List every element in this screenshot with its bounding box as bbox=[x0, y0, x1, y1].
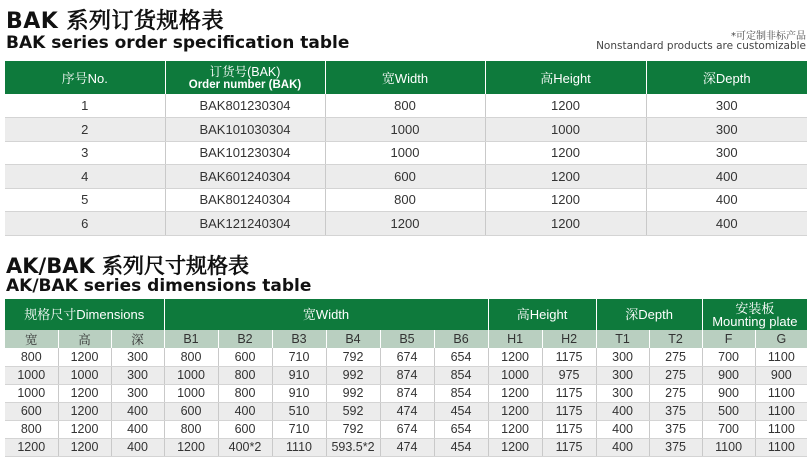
table-row bbox=[5, 188, 807, 212]
table-cell: BAK121240304 bbox=[165, 212, 325, 236]
table-cell: 1000 bbox=[58, 366, 111, 384]
group-mounting-en: Mounting plate bbox=[712, 313, 798, 329]
table-cell: 800 bbox=[218, 366, 272, 384]
table-cell: 1000 bbox=[485, 118, 646, 142]
table-cell: 400 bbox=[218, 402, 272, 420]
table-cell: 1 bbox=[5, 94, 165, 118]
table-cell: 800 bbox=[164, 420, 218, 438]
table-cell: BAK801240304 bbox=[165, 188, 325, 212]
table-row bbox=[5, 165, 807, 189]
table-cell: 1100 bbox=[755, 384, 807, 402]
table-cell: 1000 bbox=[164, 366, 218, 384]
table-cell: 600 bbox=[5, 402, 58, 420]
table-cell: 1200 bbox=[58, 438, 111, 456]
table-cell: 710 bbox=[272, 348, 326, 366]
table-cell: 600 bbox=[325, 165, 485, 189]
table-cell: 1000 bbox=[325, 141, 485, 165]
header-order-en: Order number (BAK) bbox=[188, 78, 302, 91]
table-cell: 1100 bbox=[755, 348, 807, 366]
table-cell: 1200 bbox=[488, 438, 542, 456]
table-cell: 854 bbox=[434, 384, 488, 402]
table-cell: 474 bbox=[380, 438, 434, 456]
table-cell: 800 bbox=[164, 348, 218, 366]
table-cell: 1200 bbox=[325, 212, 485, 236]
table-cell: 1175 bbox=[542, 438, 596, 456]
table-cell: 1200 bbox=[58, 384, 111, 402]
table-cell: 1175 bbox=[542, 348, 596, 366]
table-cell: 275 bbox=[649, 366, 702, 384]
table-row bbox=[5, 141, 807, 165]
header-depth: 深Depth bbox=[646, 61, 807, 94]
table-cell: 654 bbox=[434, 348, 488, 366]
table-cell: 400 bbox=[596, 420, 649, 438]
table-cell: 1200 bbox=[485, 165, 646, 189]
table-cell: 975 bbox=[542, 366, 596, 384]
sub-header-cell: T1 bbox=[596, 330, 649, 348]
table-cell: 400 bbox=[596, 402, 649, 420]
table-cell: 1100 bbox=[702, 438, 755, 456]
table-cell: 454 bbox=[434, 438, 488, 456]
table-cell: 1175 bbox=[542, 420, 596, 438]
table-row bbox=[5, 348, 807, 366]
dimensions-sub-header-row bbox=[5, 330, 807, 348]
section2-title-en: AK/BAK series dimensions table bbox=[6, 276, 312, 296]
table-cell: 1200 bbox=[488, 348, 542, 366]
table-cell: 593.5*2 bbox=[326, 438, 380, 456]
table-cell: 300 bbox=[596, 348, 649, 366]
table-cell: 674 bbox=[380, 420, 434, 438]
table-cell: BAK801230304 bbox=[165, 94, 325, 118]
table-cell: 1200 bbox=[58, 402, 111, 420]
sub-header-cell: H2 bbox=[542, 330, 596, 348]
table-cell: 1200 bbox=[488, 420, 542, 438]
table-cell: 300 bbox=[646, 141, 807, 165]
table-cell: 1000 bbox=[488, 366, 542, 384]
table-cell: 1200 bbox=[485, 94, 646, 118]
group-mounting-zh: 安装板 bbox=[735, 300, 775, 316]
table-cell: 1200 bbox=[485, 141, 646, 165]
sub-header-cell: 宽 bbox=[5, 330, 58, 348]
table-cell: 874 bbox=[380, 384, 434, 402]
group-height: 高Height bbox=[488, 299, 596, 330]
table-cell: 792 bbox=[326, 420, 380, 438]
table-cell: 992 bbox=[326, 366, 380, 384]
sub-header-cell: T2 bbox=[649, 330, 702, 348]
header-width: 宽Width bbox=[325, 61, 485, 94]
dimensions-table bbox=[5, 299, 807, 457]
table-cell: 1200 bbox=[5, 438, 58, 456]
table-row bbox=[5, 366, 807, 384]
table-cell: 375 bbox=[649, 438, 702, 456]
table-cell: 1100 bbox=[755, 420, 807, 438]
table-cell: 500 bbox=[702, 402, 755, 420]
sub-header-cell: B3 bbox=[272, 330, 326, 348]
sub-header-cell: B4 bbox=[326, 330, 380, 348]
dimensions-group-header-row bbox=[5, 299, 807, 330]
table-cell: 900 bbox=[702, 384, 755, 402]
table-cell: 375 bbox=[649, 402, 702, 420]
table-cell: 300 bbox=[111, 366, 164, 384]
table-cell: 1000 bbox=[164, 384, 218, 402]
table-cell: 700 bbox=[702, 420, 755, 438]
table-row bbox=[5, 438, 807, 456]
table-cell: 800 bbox=[5, 420, 58, 438]
table-cell: 1100 bbox=[755, 402, 807, 420]
table-cell: 454 bbox=[434, 402, 488, 420]
table-cell: 3 bbox=[5, 141, 165, 165]
table-row bbox=[5, 402, 807, 420]
table-cell: 1200 bbox=[488, 384, 542, 402]
table-cell: 1200 bbox=[485, 188, 646, 212]
table-cell: 854 bbox=[434, 366, 488, 384]
table-cell: 1200 bbox=[488, 402, 542, 420]
table-cell: 375 bbox=[649, 420, 702, 438]
table-cell: 474 bbox=[380, 402, 434, 420]
table-cell: 1100 bbox=[755, 438, 807, 456]
table-cell: 674 bbox=[380, 348, 434, 366]
table-cell: 400 bbox=[646, 212, 807, 236]
table-cell: 300 bbox=[111, 384, 164, 402]
sub-header-cell: B2 bbox=[218, 330, 272, 348]
table-cell: 300 bbox=[646, 94, 807, 118]
group-mounting-plate bbox=[702, 299, 807, 330]
table-cell: 1110 bbox=[272, 438, 326, 456]
table-cell: BAK601240304 bbox=[165, 165, 325, 189]
section2-title-zh: AK/BAK 系列尺寸规格表 bbox=[6, 254, 250, 278]
table-cell: 5 bbox=[5, 188, 165, 212]
table-cell: 874 bbox=[380, 366, 434, 384]
table-cell: 600 bbox=[218, 348, 272, 366]
table-cell: 275 bbox=[649, 348, 702, 366]
group-dimensions: 规格尺寸Dimensions bbox=[5, 299, 164, 330]
table-cell: 400 bbox=[111, 438, 164, 456]
sub-header-cell: 深 bbox=[111, 330, 164, 348]
order-table-body bbox=[5, 94, 807, 235]
table-cell: 800 bbox=[218, 384, 272, 402]
table-cell: 1000 bbox=[5, 366, 58, 384]
sub-header-cell: G bbox=[755, 330, 807, 348]
table-cell: 400 bbox=[111, 402, 164, 420]
table-cell: 992 bbox=[326, 384, 380, 402]
customizable-note-en: Nonstandard products are customizable bbox=[596, 40, 806, 52]
table-cell: 300 bbox=[596, 384, 649, 402]
sub-header-cell: F bbox=[702, 330, 755, 348]
table-cell: 1000 bbox=[325, 118, 485, 142]
table-cell: 400*2 bbox=[218, 438, 272, 456]
table-cell: 654 bbox=[434, 420, 488, 438]
order-spec-table bbox=[5, 61, 807, 236]
table-cell: 1175 bbox=[542, 402, 596, 420]
sub-header-cell: H1 bbox=[488, 330, 542, 348]
table-cell: 900 bbox=[702, 366, 755, 384]
table-cell: 792 bbox=[326, 348, 380, 366]
table-cell: 400 bbox=[111, 420, 164, 438]
table-cell: 1200 bbox=[58, 420, 111, 438]
table-cell: 1175 bbox=[542, 384, 596, 402]
table-cell: 2 bbox=[5, 118, 165, 142]
table-cell: 1000 bbox=[5, 384, 58, 402]
table-cell: 910 bbox=[272, 366, 326, 384]
table-cell: 510 bbox=[272, 402, 326, 420]
table-cell: 300 bbox=[596, 366, 649, 384]
header-order-zh: 订货号(BAK) bbox=[209, 64, 281, 79]
table-cell: 400 bbox=[646, 165, 807, 189]
sub-header-cell: 高 bbox=[58, 330, 111, 348]
table-row bbox=[5, 94, 807, 118]
table-cell: 600 bbox=[218, 420, 272, 438]
table-cell: 800 bbox=[5, 348, 58, 366]
table-cell: 800 bbox=[325, 188, 485, 212]
group-depth: 深Depth bbox=[596, 299, 702, 330]
sub-header-cell: B6 bbox=[434, 330, 488, 348]
table-cell: 700 bbox=[702, 348, 755, 366]
section1-title-zh: BAK 系列订货规格表 bbox=[6, 9, 225, 34]
table-cell: 1200 bbox=[58, 348, 111, 366]
sub-header-cell: B5 bbox=[380, 330, 434, 348]
section1-title-en: BAK series order specification table bbox=[6, 33, 350, 53]
sub-header-cell: B1 bbox=[164, 330, 218, 348]
table-row bbox=[5, 384, 807, 402]
order-table-header-row bbox=[5, 61, 807, 94]
header-no: 序号No. bbox=[5, 61, 165, 94]
table-cell: 400 bbox=[646, 188, 807, 212]
table-cell: BAK101230304 bbox=[165, 141, 325, 165]
table-cell: 1200 bbox=[164, 438, 218, 456]
table-cell: 800 bbox=[325, 94, 485, 118]
table-cell: 400 bbox=[596, 438, 649, 456]
header-height: 高Height bbox=[485, 61, 646, 94]
table-cell: BAK101030304 bbox=[165, 118, 325, 142]
dimensions-table-body bbox=[5, 348, 807, 456]
table-cell: 6 bbox=[5, 212, 165, 236]
table-cell: 275 bbox=[649, 384, 702, 402]
table-cell: 910 bbox=[272, 384, 326, 402]
group-width: 宽Width bbox=[164, 299, 488, 330]
table-cell: 300 bbox=[646, 118, 807, 142]
table-row bbox=[5, 420, 807, 438]
table-cell: 710 bbox=[272, 420, 326, 438]
table-cell: 1200 bbox=[485, 212, 646, 236]
table-cell: 4 bbox=[5, 165, 165, 189]
header-order-number bbox=[165, 61, 325, 94]
table-cell: 592 bbox=[326, 402, 380, 420]
table-cell: 900 bbox=[755, 366, 807, 384]
table-row bbox=[5, 118, 807, 142]
table-cell: 600 bbox=[164, 402, 218, 420]
table-row bbox=[5, 212, 807, 236]
customizable-note-zh: *可定制非标产品 bbox=[731, 31, 806, 42]
table-cell: 300 bbox=[111, 348, 164, 366]
